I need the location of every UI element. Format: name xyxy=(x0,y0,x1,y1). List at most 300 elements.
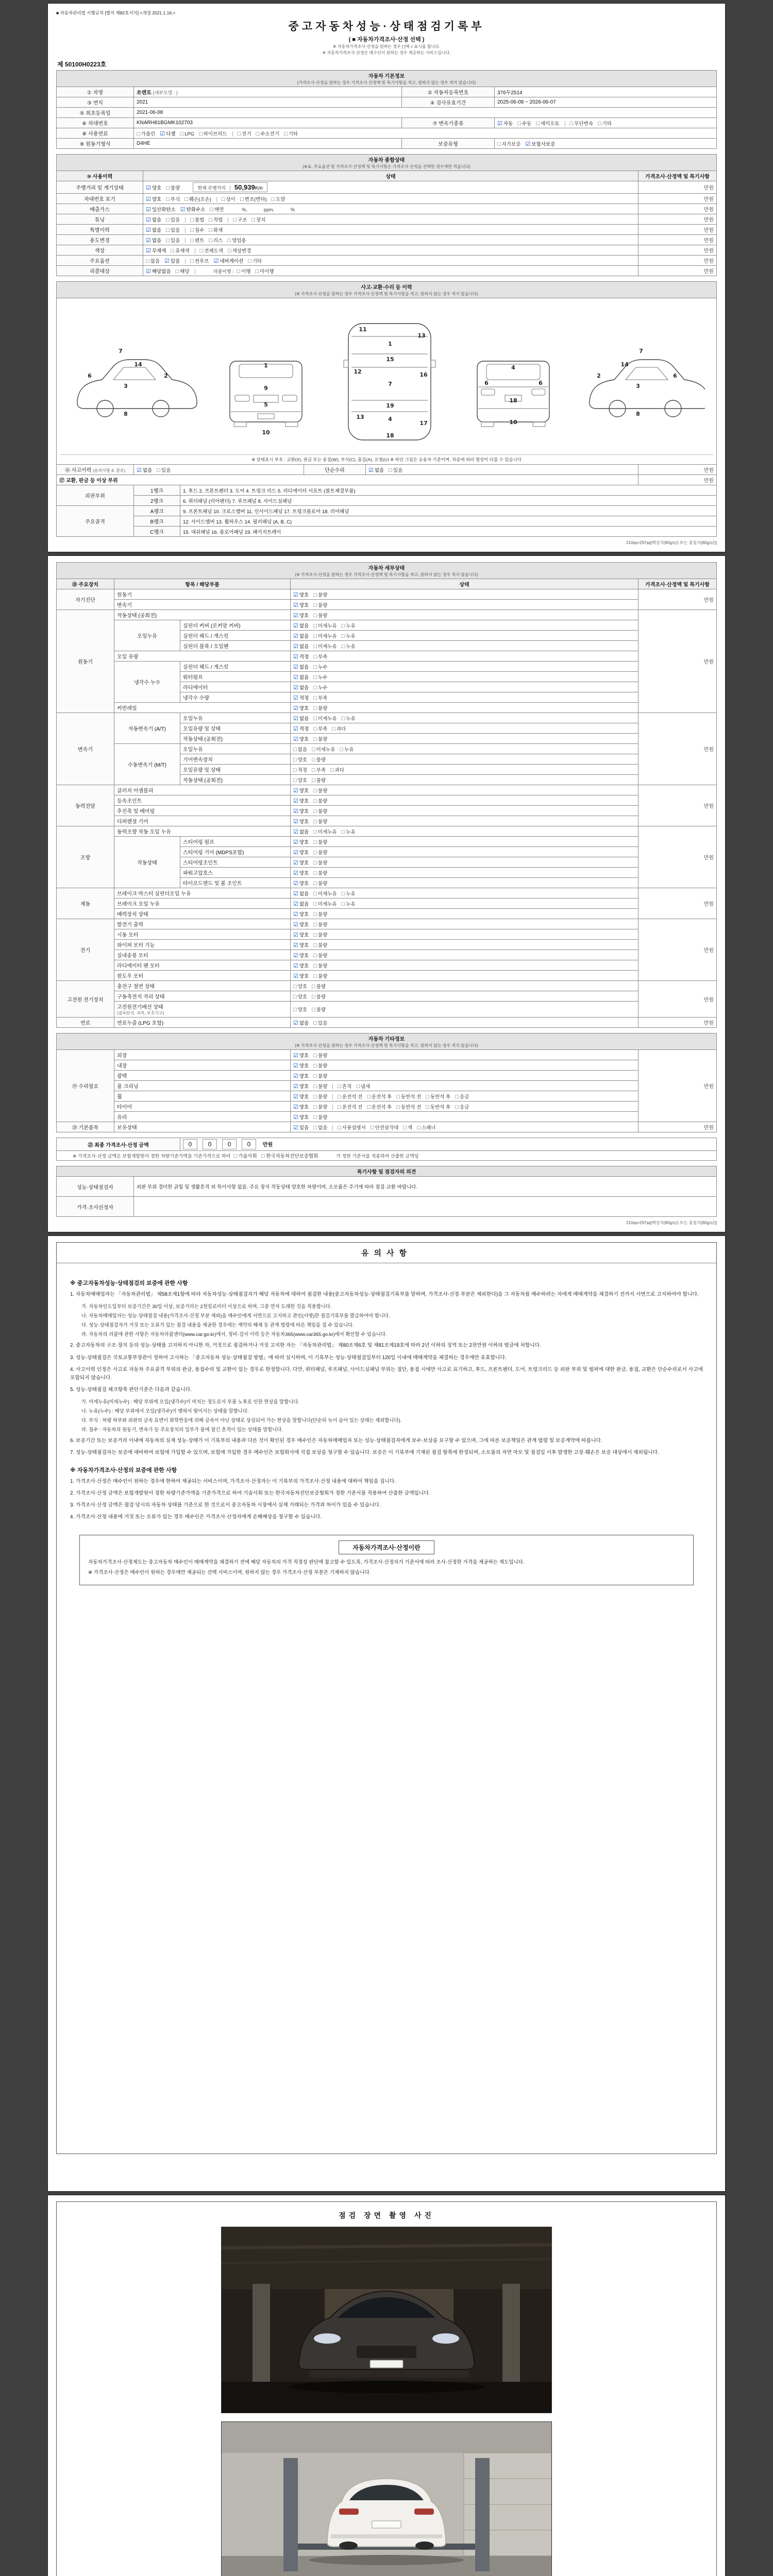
checkbox-한국자동차진단보증협회[interactable] xyxy=(262,1152,318,1159)
checkbox-썬루프[interactable] xyxy=(190,257,209,264)
item-label: 동력조향 작동 오일 누유 xyxy=(114,826,291,837)
etc-info-table xyxy=(56,1033,717,1132)
checkbox-부족[interactable] xyxy=(312,766,326,773)
checkbox-자동[interactable] xyxy=(497,120,513,127)
checkbox-label: 미세누유 xyxy=(317,643,337,650)
checkbox-불량[interactable] xyxy=(313,941,327,948)
checkbox-부족[interactable] xyxy=(313,694,327,701)
checkbox-미세누유[interactable] xyxy=(313,828,337,835)
item-label: 스티어링조인트 xyxy=(180,857,291,868)
checkbox-해당없음[interactable] xyxy=(146,267,171,275)
checkbox-있음[interactable] xyxy=(389,466,402,473)
checkbox-label: 양호 xyxy=(152,185,162,191)
notice-sub-item: 다. 성능·상태점검자가 거짓 또는 오류가 있는 점검 내용을 제공한 경우에는 계약의 해제 등 관계 법령에 따른 책임을 질 수 있습니다. xyxy=(81,1322,354,1328)
checkbox-기술사회[interactable] xyxy=(233,1152,257,1159)
checked-checkbox-icon: ☑ xyxy=(293,1083,298,1090)
checkbox-리스[interactable] xyxy=(209,236,223,244)
checkbox-LPG[interactable] xyxy=(180,131,194,137)
checkbox-불량[interactable] xyxy=(313,735,327,742)
checkbox-응급[interactable] xyxy=(455,1093,469,1100)
unchecked-checkbox-icon: □ xyxy=(137,130,140,137)
checkbox-불량[interactable] xyxy=(313,601,327,608)
checked-checkbox-icon: ☑ xyxy=(293,1062,298,1069)
checkbox-미세누유[interactable] xyxy=(313,632,337,639)
price-cell: 만원 xyxy=(638,888,716,919)
checkbox-없음[interactable] xyxy=(293,673,309,681)
etc-header-row xyxy=(57,1033,717,1050)
part-number-marker: 6 xyxy=(484,380,489,386)
checkbox-label: 양호 xyxy=(299,922,309,928)
checkbox-부족[interactable] xyxy=(313,725,327,732)
checkbox-없음[interactable] xyxy=(293,900,309,907)
checkbox-유채색[interactable] xyxy=(171,247,189,254)
inline-text: % xyxy=(290,207,295,212)
checkbox-불량[interactable] xyxy=(312,993,326,1000)
checkbox-label: 양호 xyxy=(152,196,162,202)
checkbox-불량[interactable] xyxy=(313,879,327,887)
checkbox-양호[interactable] xyxy=(293,1113,309,1121)
unchecked-checkbox-icon: □ xyxy=(166,237,170,244)
item-label: 브레이크 마스터 실린더오일 누유 xyxy=(114,888,291,899)
checkbox-불량[interactable] xyxy=(313,591,327,598)
checkbox-응급[interactable] xyxy=(455,1103,469,1110)
checkbox-기타[interactable] xyxy=(598,120,612,127)
current-mileage: 현재 주행거리 50,939Km xyxy=(193,182,267,192)
checkbox-디젤[interactable] xyxy=(160,130,175,137)
checkbox-양호[interactable] xyxy=(293,756,307,763)
checkbox-label: 구조 xyxy=(237,217,247,223)
checkbox-해당[interactable] xyxy=(176,267,190,275)
checkbox-불량[interactable] xyxy=(313,704,327,711)
checkbox-양호[interactable] xyxy=(293,921,309,928)
sub-group-label: 냉각수 누수 xyxy=(114,662,180,703)
checkbox-없음[interactable] xyxy=(146,216,161,223)
checkbox-사용설명서[interactable] xyxy=(338,1124,366,1131)
checkbox-양호[interactable] xyxy=(293,869,309,876)
checkbox-불량[interactable] xyxy=(313,859,327,866)
checkbox-양호[interactable] xyxy=(293,952,309,959)
checkbox-동반석 전[interactable] xyxy=(396,1093,421,1100)
checkbox-매연[interactable] xyxy=(210,206,224,213)
checkbox-과다[interactable] xyxy=(330,766,344,773)
unchecked-checkbox-icon: □ xyxy=(293,746,297,753)
comp-state-cell xyxy=(143,266,638,276)
checkbox-누유[interactable] xyxy=(342,890,356,897)
notice-sub-item: 나. 누유(누수) : 해당 부위에서 오일(냉각수)이 맺혀서 떨어지는 상태를 말합니다. xyxy=(81,1408,249,1414)
checkbox-장치[interactable] xyxy=(251,216,265,223)
checkbox-안전삼각대[interactable] xyxy=(371,1124,399,1131)
checkbox-불량[interactable] xyxy=(313,869,327,876)
unchecked-checkbox-icon: □ xyxy=(313,725,317,732)
checkbox-양호[interactable] xyxy=(293,993,307,1000)
basic-header-row xyxy=(57,71,717,87)
checkbox-불량[interactable] xyxy=(313,807,327,815)
checkbox-수소전기[interactable] xyxy=(256,130,279,137)
checkbox-자가보증[interactable] xyxy=(497,140,520,147)
checkbox-누유[interactable] xyxy=(342,622,356,629)
checkbox-가솔린[interactable] xyxy=(137,130,155,137)
checkbox-흔적[interactable] xyxy=(338,1082,351,1090)
checkbox-양호[interactable] xyxy=(293,1072,309,1079)
comp-item-label: 배출가스 xyxy=(57,204,143,214)
unchecked-checkbox-icon: □ xyxy=(332,725,335,732)
checkbox-적정[interactable] xyxy=(293,725,309,732)
checkbox-기타[interactable] xyxy=(248,257,262,264)
checkbox-양호[interactable] xyxy=(293,591,309,598)
checkbox-없음[interactable] xyxy=(368,466,384,473)
checkbox-적정[interactable] xyxy=(293,766,307,773)
checkbox-label: 양호 xyxy=(299,613,309,619)
unchecked-checkbox-icon: □ xyxy=(313,1124,317,1131)
checkbox-양호[interactable] xyxy=(293,776,307,784)
checkbox-미세누유[interactable] xyxy=(312,745,335,753)
checkbox-label: 냄새 xyxy=(360,1083,371,1090)
checked-checkbox-icon: ☑ xyxy=(293,921,298,928)
checkbox-없음[interactable] xyxy=(313,1124,327,1131)
checkbox-불량[interactable] xyxy=(313,787,327,794)
checkbox-있음[interactable] xyxy=(164,257,180,264)
checked-checkbox-icon: ☑ xyxy=(293,643,298,650)
checkbox-없음[interactable] xyxy=(293,622,309,629)
checkbox-렌트[interactable] xyxy=(190,236,204,244)
checkbox-label: 없음 xyxy=(299,1020,309,1026)
checkbox-양호[interactable] xyxy=(293,704,309,711)
notice-item: 3. 성능·상태점검은 국토교통부장관이 정하여 고시하는 「중고자동차 성능·상태점검 방법」에 따라 실시하며, 이 기록부는 성능·상태점검일부터 120일 이내에 매매계약을 체결하는 경우에만 유효합니다. xyxy=(70,1354,507,1361)
checkbox-없음[interactable] xyxy=(293,828,309,835)
panel-group-label: 외판부위 xyxy=(57,485,134,506)
unchecked-checkbox-icon: □ xyxy=(313,880,317,887)
checkbox-양호[interactable] xyxy=(293,849,309,856)
state-cell xyxy=(291,919,638,929)
checkbox-변조(변타)[interactable] xyxy=(240,195,267,202)
checkbox-불량[interactable] xyxy=(313,797,327,804)
unchecked-checkbox-icon: □ xyxy=(341,828,345,835)
detail-row xyxy=(57,1050,717,1060)
checkbox-불법[interactable] xyxy=(190,216,204,223)
notice-item: 6. 보증기간 또는 보증거리 이내에 자동차의 실제 성능·상태가 이 기록부의 내용과 다른 것이 확인된 경우 매수인은 자동차매매업자 또는 성능·상태점검자에게 보수·보상을 요구할 수 있으며, 그에 따른 보증책임은 관계 법령 및 보증계약에 따릅니다. xyxy=(70,1438,602,1444)
checkbox-불량[interactable] xyxy=(313,849,327,856)
checkbox-누유[interactable] xyxy=(342,900,356,907)
checkbox-적정[interactable] xyxy=(293,694,309,701)
submodel: (세부모델 : ) xyxy=(153,90,178,95)
checkbox-불량[interactable] xyxy=(166,184,180,191)
item-label: 구동축전지 격리 상태 xyxy=(114,991,291,1002)
checkbox-누수[interactable] xyxy=(313,663,327,670)
checkbox-불량[interactable] xyxy=(313,962,327,969)
state-cell xyxy=(291,692,638,703)
checkbox-보험사보증[interactable] xyxy=(525,140,555,147)
checkbox-있음[interactable] xyxy=(166,236,180,244)
unchecked-checkbox-icon: □ xyxy=(313,684,317,691)
part-number-marker: 13 xyxy=(356,414,364,420)
checkbox-운전석 후[interactable] xyxy=(367,1093,392,1100)
checkbox-스패너[interactable] xyxy=(417,1124,435,1131)
checkbox-없음[interactable] xyxy=(146,257,160,264)
checkbox-있음[interactable] xyxy=(157,466,171,473)
checkbox-label: 보험사보증 xyxy=(531,141,556,147)
detail-row xyxy=(57,816,717,826)
comp-state-cell xyxy=(143,204,638,214)
checkbox-label: 사용설명서 xyxy=(342,1125,366,1131)
checkbox-냄새[interactable] xyxy=(356,1082,370,1090)
opinions-header: 특기사항 및 점검자의 의견 xyxy=(57,1166,717,1177)
unchecked-checkbox-icon: □ xyxy=(313,674,317,681)
checkbox-불량[interactable] xyxy=(313,1103,327,1110)
item-label: 스티어링 기어 (MDPS포함) xyxy=(180,847,291,857)
photo2-lift-post-right xyxy=(475,2458,490,2571)
comp-price-cell: 만원 xyxy=(638,225,716,235)
checkbox-미세누유[interactable] xyxy=(313,890,337,897)
checkbox-불량[interactable] xyxy=(312,776,326,784)
checkbox-양호[interactable] xyxy=(293,807,309,815)
checkbox-불량[interactable] xyxy=(312,756,326,763)
checkbox-불량[interactable] xyxy=(313,612,327,619)
item-label: 광택 xyxy=(114,1071,291,1081)
checkbox-양호[interactable] xyxy=(293,1052,309,1059)
checkbox-하이브리드[interactable] xyxy=(199,130,227,137)
part-number-marker: 7 xyxy=(119,348,123,354)
checkbox-label: 있음 xyxy=(170,258,180,264)
first-registration-value: 2021-06-08 xyxy=(134,108,717,118)
checkbox-운전석 후[interactable] xyxy=(367,1103,392,1110)
checkbox-양호[interactable] xyxy=(293,982,307,990)
comp-row xyxy=(57,235,717,245)
checkbox-양호[interactable] xyxy=(293,972,309,979)
checkbox-부족[interactable] xyxy=(313,653,327,660)
checkbox-없음[interactable] xyxy=(293,1019,309,1026)
checkbox-잭[interactable] xyxy=(403,1124,412,1131)
checkbox-양호[interactable] xyxy=(293,1093,309,1100)
checkbox-label: 유채색 xyxy=(175,248,190,254)
checked-checkbox-icon: ☑ xyxy=(293,808,298,815)
checkbox-이행[interactable] xyxy=(237,267,250,275)
checkbox-불량[interactable] xyxy=(313,838,327,845)
checkbox-양호[interactable] xyxy=(293,1006,307,1013)
checkbox-누수[interactable] xyxy=(313,673,327,681)
checkbox-양호[interactable] xyxy=(293,1082,309,1090)
checkbox-양호[interactable] xyxy=(293,879,309,887)
price-cell: 만원 xyxy=(638,713,716,785)
checkbox-적법[interactable] xyxy=(209,216,223,223)
checkbox-없음[interactable] xyxy=(146,236,161,244)
car-name: 쏘렌토 xyxy=(137,90,152,96)
checkbox-운전석 전[interactable] xyxy=(338,1103,362,1110)
checkbox-무단변속[interactable] xyxy=(570,120,593,127)
checkbox-동반석 전[interactable] xyxy=(396,1103,421,1110)
checked-checkbox-icon: ☑ xyxy=(146,268,151,275)
checkbox-있음[interactable] xyxy=(166,216,180,223)
checkbox-양호[interactable] xyxy=(293,787,309,794)
checkbox-침수[interactable] xyxy=(190,226,204,233)
checkbox-label: 불량 xyxy=(317,942,328,948)
checkbox-기타[interactable] xyxy=(284,130,298,137)
rank-parts: 6. 쿼터패널 (리어펜더) 7. 루프패널 8. 사이드실패널 xyxy=(180,496,717,506)
checkbox-label: 양호 xyxy=(299,819,309,825)
checkbox-없음[interactable] xyxy=(146,226,161,233)
checkbox-불량[interactable] xyxy=(313,1072,327,1079)
checkbox-불량[interactable] xyxy=(313,1082,327,1090)
checkbox-세미오토[interactable] xyxy=(536,120,559,127)
checkbox-양호[interactable] xyxy=(293,1062,309,1069)
checkbox-불량[interactable] xyxy=(313,1093,327,1100)
checkbox-미세누유[interactable] xyxy=(313,715,337,722)
comp-item-label: 튜닝 xyxy=(57,214,143,225)
checkbox-영업용[interactable] xyxy=(227,236,246,244)
state-cell xyxy=(291,1050,638,1060)
checkbox-적정[interactable] xyxy=(293,653,309,660)
checkbox-label: 불량 xyxy=(317,798,328,804)
checkbox-불량[interactable] xyxy=(313,952,327,959)
checkbox-label: 불량 xyxy=(317,1114,328,1121)
checkbox-탄화수소[interactable] xyxy=(180,206,206,213)
checkbox-불량[interactable] xyxy=(313,1062,327,1069)
checkbox-미세누유[interactable] xyxy=(313,622,337,629)
checkbox-화재[interactable] xyxy=(209,226,223,233)
checkbox-색상변경[interactable] xyxy=(228,247,251,254)
final-price-table xyxy=(56,1138,717,1161)
unchecked-checkbox-icon: □ xyxy=(338,1093,341,1100)
checkbox-누유[interactable] xyxy=(340,745,354,753)
checkbox-불량[interactable] xyxy=(313,1113,327,1121)
opinions-table xyxy=(56,1166,717,1217)
checkbox-양호[interactable] xyxy=(146,184,161,191)
price-digit-box: 0 xyxy=(222,1139,237,1149)
checkbox-누유[interactable] xyxy=(342,828,356,835)
checkbox-동반석 후[interactable] xyxy=(426,1103,450,1110)
unchecked-checkbox-icon: □ xyxy=(313,942,317,948)
price-cell: 만원 xyxy=(638,826,716,888)
checkbox-운전석 전[interactable] xyxy=(338,1093,362,1100)
checkbox-불량[interactable] xyxy=(313,1052,327,1059)
checkbox-label: 동반석 후 xyxy=(430,1094,451,1100)
checkbox-없음[interactable] xyxy=(293,642,309,650)
inline-text: 가 정한 기준서를 적용하여 산출한 금액임 xyxy=(336,1154,419,1159)
checkbox-양호[interactable] xyxy=(293,735,309,742)
checkbox-누유[interactable] xyxy=(342,715,356,722)
checkbox-label: 양호 xyxy=(299,1104,309,1110)
checkbox-미세누유[interactable] xyxy=(313,900,337,907)
price-select-line: ( ■ 자동차가격조사·산정 선택 ) xyxy=(348,37,425,43)
checkbox-없음[interactable] xyxy=(137,466,152,473)
checkbox-불량[interactable] xyxy=(313,818,327,825)
item-label: 오일유량 및 상태 xyxy=(180,723,291,734)
checkbox-무채색[interactable] xyxy=(146,247,166,254)
checkbox-도말[interactable] xyxy=(272,195,285,202)
unchecked-checkbox-icon: □ xyxy=(233,216,237,223)
checkbox-불량[interactable] xyxy=(313,921,327,928)
checkbox-양호[interactable] xyxy=(293,838,309,845)
checkbox-없음[interactable] xyxy=(293,745,307,753)
checkbox-양호[interactable] xyxy=(293,931,309,938)
unchecked-checkbox-icon: □ xyxy=(240,196,244,202)
checkbox-양호[interactable] xyxy=(146,195,161,202)
checkbox-불량[interactable] xyxy=(313,931,327,938)
device-group-label: 변속기 xyxy=(57,713,114,785)
checkbox-label: 양호 xyxy=(299,932,309,938)
checkbox-불량[interactable] xyxy=(312,982,326,990)
checkbox-양호[interactable] xyxy=(293,1103,309,1110)
inspection-period-value: 2025-06-08 ~ 2026-06-07 xyxy=(495,97,717,108)
unchecked-checkbox-icon: □ xyxy=(313,1062,317,1069)
checkbox-있음[interactable] xyxy=(166,226,180,233)
detail-row xyxy=(57,1018,717,1028)
checkbox-네비게이션[interactable] xyxy=(213,257,243,264)
checkbox-label: 양호 xyxy=(299,1094,309,1100)
detail-row xyxy=(57,806,717,816)
checkbox-양호[interactable] xyxy=(293,910,309,918)
checkbox-불량[interactable] xyxy=(313,972,327,979)
checkbox-label: 없음 xyxy=(299,891,309,897)
checkbox-전체도색[interactable] xyxy=(200,247,223,254)
checkbox-없음[interactable] xyxy=(293,684,309,691)
checkbox-훼손(오손)[interactable] xyxy=(184,195,211,202)
checkbox-없음[interactable] xyxy=(293,890,309,897)
checkbox-부식[interactable] xyxy=(166,195,180,202)
checked-checkbox-icon: ☑ xyxy=(180,206,186,213)
checkbox-누유[interactable] xyxy=(342,642,356,650)
state-cell xyxy=(291,672,638,682)
checkbox-미세누유[interactable] xyxy=(313,642,337,650)
unchecked-checkbox-icon: □ xyxy=(426,1093,429,1100)
checkbox-양호[interactable] xyxy=(293,601,309,608)
checkbox-불량[interactable] xyxy=(312,1006,326,1013)
checkbox-없음[interactable] xyxy=(293,715,309,722)
checkbox-양호[interactable] xyxy=(293,818,309,825)
checkbox-전기[interactable] xyxy=(238,130,251,137)
checkbox-label: 해당 xyxy=(180,268,190,275)
checkbox-label: 누유 xyxy=(346,891,356,897)
checkbox-누유[interactable] xyxy=(342,632,356,639)
checkbox-양호[interactable] xyxy=(293,797,309,804)
paper-size-footer-2: 210㎜×297㎜[백상지(80g/㎡) 또는 중질지(80g/㎡)] xyxy=(626,1221,717,1225)
checkbox-동반석 후[interactable] xyxy=(426,1093,450,1100)
basic-row-5 xyxy=(57,128,717,139)
unchecked-checkbox-icon: □ xyxy=(313,591,317,598)
detail-row xyxy=(57,795,717,806)
unchecked-checkbox-icon: □ xyxy=(598,120,601,127)
exchange-rank-table xyxy=(56,474,717,537)
checkbox-양호[interactable] xyxy=(293,859,309,866)
state-cell xyxy=(291,981,638,991)
photo2-wheel-left xyxy=(339,2541,358,2550)
checkbox-수동[interactable] xyxy=(517,120,531,127)
checkbox-양호[interactable] xyxy=(293,962,309,969)
checkbox-양호[interactable] xyxy=(293,941,309,948)
checkbox-양호[interactable] xyxy=(293,612,309,619)
unchecked-checkbox-icon: □ xyxy=(199,130,203,137)
checkbox-상이[interactable] xyxy=(222,195,236,202)
checkbox-구조[interactable] xyxy=(233,216,247,223)
unchecked-checkbox-icon: □ xyxy=(248,258,251,264)
checkbox-있음[interactable] xyxy=(313,1019,327,1026)
detail-row xyxy=(57,837,717,847)
checkbox-과다[interactable] xyxy=(332,725,346,732)
etc-header-note: (※ 가격조사·산정을 원하는 경우 가격조사·산정액 및 특기사항을 적고, 원하지 않는 경우 적지 않습니다) xyxy=(295,1043,478,1048)
checkbox-불량[interactable] xyxy=(313,910,327,918)
detail-row xyxy=(57,600,717,610)
checkbox-label: 양호 xyxy=(299,839,309,845)
checkbox-없음[interactable] xyxy=(293,663,309,670)
unchecked-checkbox-icon: □ xyxy=(256,130,260,137)
checkbox-누수[interactable] xyxy=(313,684,327,691)
comp-state-cell xyxy=(143,225,638,235)
checkbox-일산화탄소[interactable] xyxy=(146,206,176,213)
unchecked-checkbox-icon: □ xyxy=(313,1083,317,1090)
checkbox-미이행[interactable] xyxy=(255,267,274,275)
checkbox-없음[interactable] xyxy=(293,632,309,639)
checkbox-있음[interactable] xyxy=(293,1124,309,1131)
state-cell xyxy=(291,754,638,765)
